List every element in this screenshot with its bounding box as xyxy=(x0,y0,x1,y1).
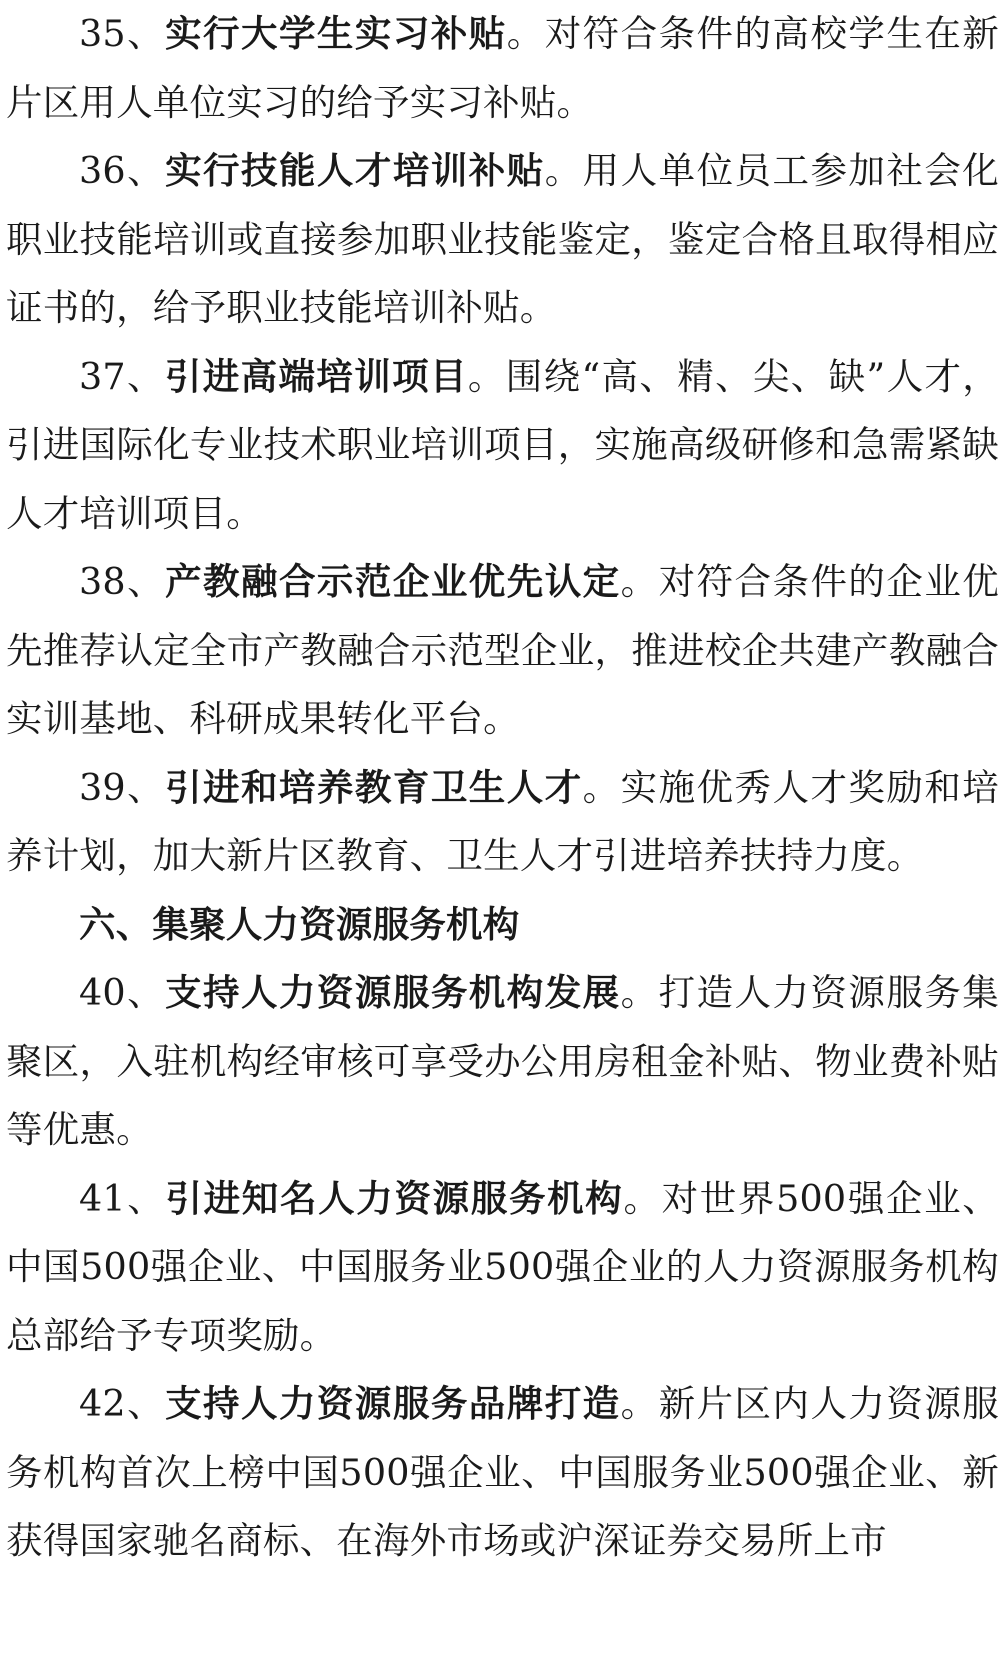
item-number: 36、 xyxy=(79,149,166,192)
item-body: 。新片区内人力资源服务机构首次上榜中国500强企业、中国服务业500强企业、新获得国家驰名商标、在海外市场或沪深证券交易所上市 xyxy=(6,1382,1000,1562)
item-body: 。实施优秀人才奖励和培养计划，加大新片区教育、卫生人才引进培养扶持力度。 xyxy=(6,765,1000,877)
policy-item-42 xyxy=(6,1370,999,1576)
item-number: 42、 xyxy=(79,1382,166,1425)
policy-item-40 xyxy=(6,959,999,1165)
item-number: 40、 xyxy=(79,971,166,1014)
policy-item-37 xyxy=(6,343,999,549)
item-title: 支持人力资源服务机构发展 xyxy=(165,971,621,1014)
item-body: 。打造人力资源服务集聚区，入驻机构经审核可享受办公用房租金补贴、物业费补贴等优惠。 xyxy=(6,971,1000,1151)
item-number: 35、 xyxy=(79,12,166,55)
item-number: 37、 xyxy=(79,354,165,398)
item-number: 39、 xyxy=(79,765,166,809)
item-body: 。对符合条件的企业优先推荐认定全市产教融合示范型企业，推进校企共建产教融合实训基地、科研成果转化平台。 xyxy=(6,560,1000,740)
item-title: 产教融合示范企业优先认定 xyxy=(165,560,621,603)
policy-item-36 xyxy=(6,137,999,343)
item-body: 。对符合条件的高校学生在新片区用人单位实习的给予实习补贴。 xyxy=(6,12,999,124)
item-title: 引进高端培训项目 xyxy=(164,354,468,398)
item-number: 41、 xyxy=(79,1176,166,1220)
section-heading: 六、集聚人力资源服务机构 xyxy=(79,902,520,946)
item-body: 。用人单位员工参加社会化职业技能培训或直接参加职业技能鉴定，鉴定合格且取得相应证书的，给予职业技能培训补贴。 xyxy=(6,149,1000,329)
policy-item-38 xyxy=(6,548,999,754)
item-body: 。对世界500强企业、中国500强企业、中国服务业500强企业的人力资源服务机构总部给予专项奖励。 xyxy=(6,1176,1000,1357)
item-title: 支持人力资源服务品牌打造 xyxy=(165,1382,621,1425)
policy-item-41 xyxy=(6,1165,999,1371)
item-title: 实行大学生实习补贴 xyxy=(165,12,507,55)
policy-item-35 xyxy=(6,0,999,137)
item-title: 实行技能人才培训补贴 xyxy=(165,149,545,192)
item-title: 引进知名人力资源服务机构 xyxy=(165,1176,624,1220)
item-body: 。围绕“高、精、尖、缺”人才，引进国际化专业技术职业培训项目，实施高级研修和急需紧缺人才培训项目。 xyxy=(6,354,1000,535)
policy-item-39 xyxy=(6,754,999,891)
item-title: 引进和培养教育卫生人才 xyxy=(165,765,583,809)
item-number: 38、 xyxy=(79,560,166,603)
